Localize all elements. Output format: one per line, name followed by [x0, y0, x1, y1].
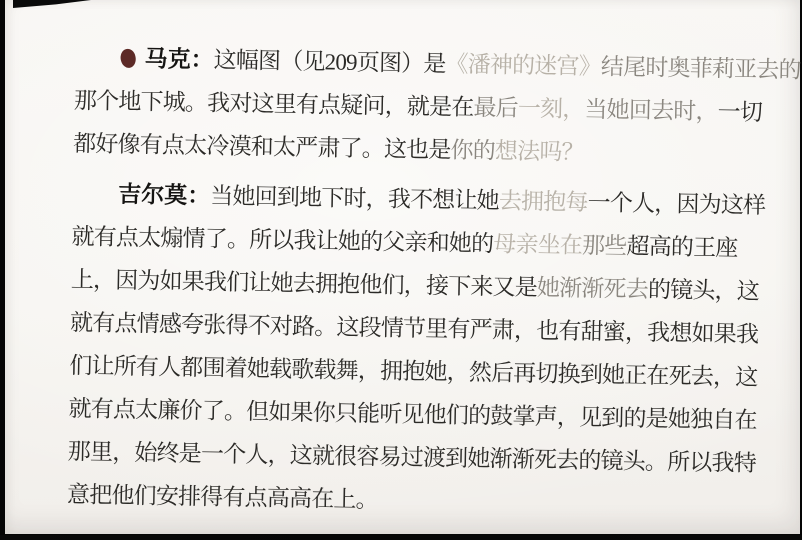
text-segment: 们让所有人都围着她载歌载舞，拥抱她，然后再切换到她正在死去，这 — [69, 352, 758, 390]
bullet-icon — [119, 47, 138, 69]
bottom-edge-shadow — [0, 535, 802, 540]
text-segment: 那个地下城。我对这里有点疑问，就是在 — [73, 87, 474, 120]
text-segment: 都好像有点太冷漠和太严肃了。这也是 — [72, 130, 451, 163]
text-segment: 最后 — [473, 94, 519, 121]
text-segment: 一个人，因为这样 — [587, 189, 766, 219]
text-segment: 想法吗？ — [494, 138, 584, 165]
text-segment: 意把他们安排得有点高高在上。 — [66, 481, 379, 513]
text-segment: 当她回去时， — [584, 96, 718, 125]
text-segment: 的镜头，这 — [647, 277, 760, 304]
paragraph-guillermo — [67, 172, 767, 528]
speaker-name: 吉尔莫： — [118, 181, 211, 209]
text-segment: 就有点太煽情了。所以我让她的父亲和她的 — [71, 223, 494, 257]
text-segment: 超高的王座 — [626, 233, 738, 261]
text-segment: 一切 — [717, 99, 763, 126]
text-segment: 去拥抱每 — [498, 188, 588, 215]
text-segment: 就有点情感夸张得不对路。这段情节里有严肃，也有甜蜜，我想如果我 — [69, 309, 759, 347]
text-segment: 这幅图（见209页图）是 — [213, 47, 446, 77]
text-segment: 那些 — [581, 232, 627, 259]
text-segment: 就有点太廉价了。但如果你只能听见他们的鼓掌声，见到的是她独自在 — [68, 395, 757, 433]
text-segment: 你的 — [450, 137, 496, 164]
paragraph-mark — [72, 36, 801, 177]
text-segment: 当她回到地下时，我不想让她 — [210, 183, 500, 214]
text-segment: 上，因为如果我们让她去拥抱他们，接下来又是 — [70, 266, 538, 301]
text-segment: 一刻， — [517, 95, 585, 122]
speaker-name: 马克： — [144, 46, 214, 73]
dialogue-text — [66, 0, 801, 540]
text-segment: 母亲坐在 — [493, 231, 583, 258]
text-segment: 结尾时奥菲莉亚去的 — [600, 54, 801, 83]
text-segment: 《潘神的迷宫》 — [445, 51, 602, 80]
book-page — [5, 0, 800, 534]
text-segment: 那里，始终是一个人，这就很容易过渡到她渐渐死去的镜头。所以我特 — [67, 438, 757, 476]
text-segment: 她渐渐死去 — [536, 275, 649, 303]
